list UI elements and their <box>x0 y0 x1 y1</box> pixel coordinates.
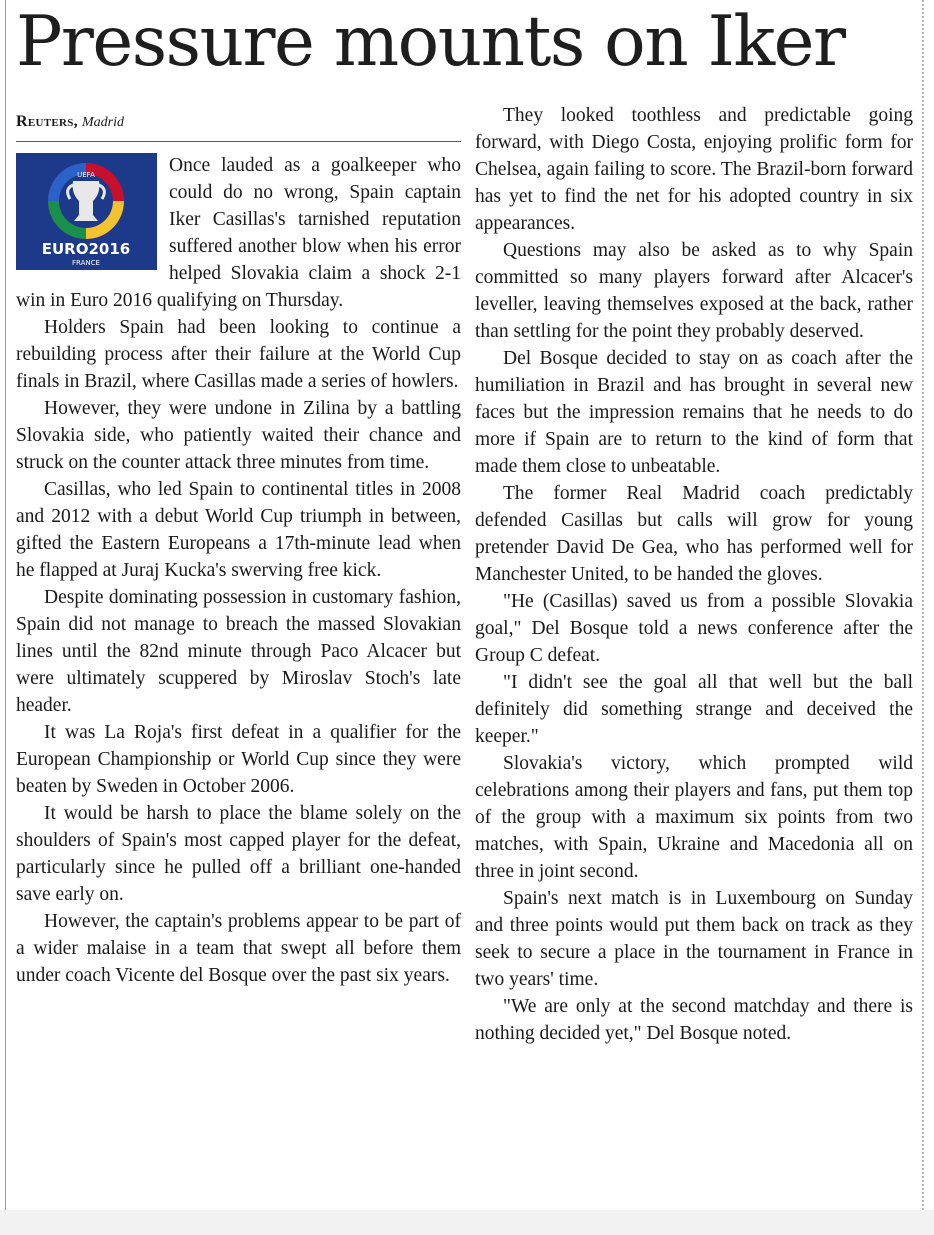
headline: Pressure mounts on Iker <box>16 2 845 82</box>
paragraph: Holders Spain had been looking to continue a rebuilding process after their failure at the World Cup finals in Brazil, where Casillas made a series of howlers. <box>16 317 461 392</box>
byline <box>16 110 461 142</box>
logo-france-text: FRANCE <box>72 259 100 267</box>
paragraph: Del Bosque decided to stay on as coach after the humiliation in Brazil and has brought in several new faces but the impression remains that he needs to do more if Spain are to return to the kind of form that made them close to unbeatable. <box>475 348 913 477</box>
paragraph: Questions may also be asked as to why Spain committed so many players forward after Alcacer's leveller, leaving themselves exposed at the back, rather than settling for the point they probably deserved. <box>475 240 913 342</box>
right-border-rule <box>922 0 924 1210</box>
euro2016-logo-image <box>16 153 157 270</box>
bottom-margin <box>0 1210 934 1235</box>
left-column <box>16 102 461 989</box>
byline-agency: Reuters, <box>16 113 78 130</box>
logo-euro2016-text: EURO2016 <box>41 240 131 258</box>
paragraph: However, the captain's problems appear to be part of a wider malaise in a team that swept all before them under coach Vicente del Bosque over the past six years. <box>16 911 461 986</box>
euro2016-trophy-icon <box>16 153 157 270</box>
paragraph: It would be harsh to place the blame solely on the shoulders of Spain's most capped player for the defeat, particularly since he pulled off a brilliant one-handed save early on. <box>16 803 461 905</box>
paragraph: They looked toothless and predictable going forward, with Diego Costa, enjoying prolific form for Chelsea, again failing to score. The Brazil-born forward has yet to find the net for his adopted country in six appearances. <box>475 105 913 234</box>
byline-place: Madrid <box>81 115 124 130</box>
paragraph: "We are only at the second matchday and there is nothing decided yet," Del Bosque noted. <box>475 996 913 1044</box>
logo-top-text: UEFA <box>77 171 95 179</box>
paragraph: "He (Casillas) saved us from a possible Slovakia goal," Del Bosque told a news conference after the Group C defeat. <box>475 591 913 666</box>
paragraph: It was La Roja's first defeat in a qualifier for the European Championship or World Cup since they were beaten by Sweden in October 2006. <box>16 722 461 797</box>
left-border-rule <box>5 0 6 1210</box>
right-column <box>475 102 913 1047</box>
paragraph: However, they were undone in Zilina by a battling Slovakia side, who patiently waited their chance and struck on the counter attack three minutes from time. <box>16 398 461 473</box>
paragraph: Casillas, who led Spain to continental titles in 2008 and 2012 with a debut World Cup triumph in between, gifted the Eastern Europeans a 17th-minute lead when he flapped at Juraj Kucka's swerving free kick. <box>16 479 461 581</box>
paragraph: Slovakia's victory, which prompted wild celebrations among their players and fans, put them top of the group with a maximum six points from two matches, with Spain, Ukraine and Macedonia all on three in joint second. <box>475 753 913 882</box>
paragraph: The former Real Madrid coach predictably defended Casillas but calls will grow for young pretender David De Gea, who has performed well for Manchester United, to be handed the gloves. <box>475 483 913 585</box>
paragraph: Spain's next match is in Luxembourg on Sunday and three points would put them back on track as they seek to secure a place in the tournament in France in two years' time. <box>475 888 913 990</box>
left-column-body <box>16 152 461 989</box>
paragraph: Once lauded as a goalkeeper who could do no wrong, Spain captain Iker Casillas's tarnished reputation suffered another blow when his error helped Slovakia claim a shock 2-1 win in Euro 2016 qualifying on Thursday. <box>16 155 461 311</box>
paragraph: "I didn't see the goal all that well but the ball definitely did something strange and deceived the keeper." <box>475 672 913 747</box>
paragraph: Despite dominating possession in customary fashion, Spain did not manage to breach the massed Slovakian lines until the 82nd minute through Paco Alcacer but were ultimately scuppered by Miroslav Stoch's late header. <box>16 587 461 716</box>
